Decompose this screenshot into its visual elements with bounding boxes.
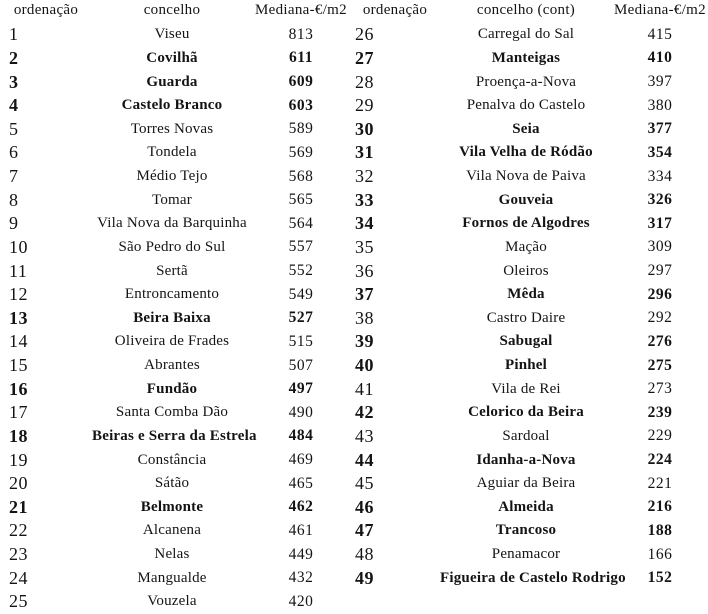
table-row <box>350 70 708 94</box>
median-cell: 515 <box>288 332 314 350</box>
rank-cell: 8 <box>9 189 19 210</box>
median-cell: 276 <box>647 332 673 350</box>
median-cell: 449 <box>288 545 314 563</box>
rank-cell: 3 <box>9 71 19 92</box>
municipality-cell: Penalva do Castelo <box>466 97 586 114</box>
table-row <box>0 118 350 142</box>
table-row <box>350 188 708 212</box>
rank-cell: 41 <box>355 378 374 399</box>
rank-cell: 39 <box>355 331 374 352</box>
municipality-cell: Tomar <box>152 191 192 208</box>
median-cell: 152 <box>647 569 673 587</box>
rank-cell: 29 <box>355 95 374 116</box>
rank-cell: 13 <box>9 307 28 328</box>
median-cell: 465 <box>288 474 314 492</box>
median-cell: 589 <box>288 120 314 138</box>
municipality-cell: Belmonte <box>140 498 204 515</box>
median-cell: 462 <box>288 498 314 516</box>
table-left <box>0 0 350 614</box>
median-cell: 603 <box>288 96 314 114</box>
median-cell: 273 <box>647 380 673 398</box>
table-row <box>0 212 350 236</box>
table-row <box>0 188 350 212</box>
rank-cell: 25 <box>9 591 28 612</box>
column-header-rank: ordenação <box>362 2 428 18</box>
table-row <box>350 566 708 590</box>
municipality-cell: Fornos de Algodres <box>462 215 590 232</box>
table-row <box>350 165 708 189</box>
table-row <box>0 496 350 520</box>
table-row <box>350 118 708 142</box>
municipality-cell: Fundão <box>146 380 198 397</box>
municipality-cell: Carregal do Sal <box>477 26 575 43</box>
median-cell: 354 <box>647 143 673 161</box>
median-cell: 166 <box>647 545 673 563</box>
median-cell: 549 <box>288 285 314 303</box>
table-row <box>0 543 350 567</box>
rank-cell: 43 <box>355 425 374 446</box>
municipality-cell: Beiras e Serra da Estrela <box>92 427 257 444</box>
rank-cell: 17 <box>9 402 28 423</box>
median-cell: 420 <box>288 592 314 610</box>
rank-cell: 38 <box>355 307 374 328</box>
median-cell: 432 <box>288 569 314 587</box>
rank-cell: 31 <box>355 142 374 163</box>
table-row <box>350 543 708 567</box>
table-row <box>0 377 350 401</box>
rank-cell: 34 <box>355 213 374 234</box>
rank-cell: 24 <box>9 567 28 588</box>
municipality-cell: Almeida <box>498 498 554 515</box>
table-row <box>0 94 350 118</box>
municipality-cell: Sátão <box>154 475 190 492</box>
table-row <box>350 283 708 307</box>
median-cell: 469 <box>288 451 314 469</box>
median-cell: 564 <box>288 214 314 232</box>
municipality-cell: Mação <box>505 238 547 255</box>
municipality-cell: Vila Velha de Ródão <box>459 144 593 161</box>
rank-cell: 46 <box>355 496 374 517</box>
municipality-cell: Gouveia <box>498 191 554 208</box>
median-cell: 568 <box>288 167 314 185</box>
municipality-cell: Celorico da Beira <box>468 404 584 421</box>
median-cell: 296 <box>647 285 673 303</box>
municipality-cell: Aguiar da Beira <box>476 475 576 492</box>
rank-cell: 14 <box>9 331 28 352</box>
rank-cell: 18 <box>9 425 28 446</box>
table-row <box>350 212 708 236</box>
rank-cell: 44 <box>355 449 374 470</box>
table-row <box>0 259 350 283</box>
municipality-cell: Tondela <box>147 144 197 161</box>
municipality-cell: Mêda <box>507 286 545 303</box>
table-left-header-row <box>0 0 350 23</box>
municipality-cell: Vila Nova da Barquinha <box>97 215 247 232</box>
median-cell: 565 <box>288 191 314 209</box>
municipality-cell: Proença-a-Nova <box>475 73 577 90</box>
table-row <box>0 448 350 472</box>
median-cell: 326 <box>647 191 673 209</box>
median-cell: 297 <box>647 262 673 280</box>
rank-cell: 15 <box>9 355 28 376</box>
median-cell: 216 <box>647 498 673 516</box>
median-cell: 410 <box>647 49 673 67</box>
table-row <box>350 94 708 118</box>
municipality-cell: Alcanena <box>142 522 202 539</box>
median-cell: 275 <box>647 356 673 374</box>
municipality-cell: Entroncamento <box>124 286 220 303</box>
table-row <box>0 236 350 260</box>
rank-cell: 21 <box>9 496 28 517</box>
municipality-cell: Covilhã <box>146 49 198 66</box>
table-row <box>350 307 708 331</box>
table-right-body <box>350 23 708 590</box>
median-cell: 484 <box>288 427 314 445</box>
municipality-cell: Castro Daire <box>486 309 566 326</box>
rank-cell: 27 <box>355 47 374 68</box>
municipality-cell: Beira Baixa <box>133 309 211 326</box>
table-row <box>0 141 350 165</box>
table-row <box>0 401 350 425</box>
municipality-cell: Vila de Rei <box>491 380 561 397</box>
table-row <box>0 590 350 614</box>
municipality-cell: Manteigas <box>491 49 561 66</box>
rank-cell: 36 <box>355 260 374 281</box>
municipality-cell: Santa Comba Dão <box>115 404 229 421</box>
table-right <box>350 0 708 614</box>
rank-cell: 6 <box>9 142 19 163</box>
table-row <box>350 472 708 496</box>
rank-cell: 47 <box>355 520 374 541</box>
rank-cell: 2 <box>9 47 19 68</box>
rank-cell: 33 <box>355 189 374 210</box>
table-row <box>350 354 708 378</box>
municipality-cell: Guarda <box>146 73 198 90</box>
median-cell: 507 <box>288 356 314 374</box>
table-row <box>350 259 708 283</box>
rank-cell: 5 <box>9 118 19 139</box>
table-row <box>350 425 708 449</box>
rank-cell: 48 <box>355 544 374 565</box>
table-row <box>0 283 350 307</box>
rank-cell: 7 <box>9 166 19 187</box>
table-row <box>350 448 708 472</box>
table-row <box>350 236 708 260</box>
municipality-cell: Constância <box>137 451 207 468</box>
rank-cell: 9 <box>9 213 19 234</box>
rank-cell: 10 <box>9 236 28 257</box>
municipality-cell: Médio Tejo <box>136 168 208 185</box>
table-row <box>0 519 350 543</box>
table-row <box>350 47 708 71</box>
municipality-cell: Figueira de Castelo Rodrigo <box>440 569 626 586</box>
median-cell: 229 <box>647 427 673 445</box>
table-row <box>350 141 708 165</box>
median-cell: 224 <box>647 451 673 469</box>
table-row <box>350 23 708 47</box>
municipality-cell: Vouzela <box>147 593 197 610</box>
table-row <box>0 307 350 331</box>
rank-cell: 40 <box>355 355 374 376</box>
table-row <box>0 330 350 354</box>
table-row <box>0 47 350 71</box>
rank-cell: 12 <box>9 284 28 305</box>
municipality-cell: Viseu <box>154 26 190 43</box>
median-cell: 609 <box>288 73 314 91</box>
table-row <box>350 377 708 401</box>
rank-cell: 26 <box>355 24 374 45</box>
rank-cell: 11 <box>9 260 28 281</box>
municipality-cell: Abrantes <box>144 357 200 374</box>
table-row <box>0 23 350 47</box>
rank-cell: 45 <box>355 473 374 494</box>
table-row <box>350 330 708 354</box>
median-cell: 221 <box>647 474 673 492</box>
median-cell: 611 <box>289 49 313 67</box>
column-header-municipality: concelho (cont) <box>476 2 576 18</box>
median-cell: 415 <box>647 25 673 43</box>
municipality-cell: Pinhel <box>504 357 548 374</box>
median-cell: 461 <box>288 521 314 539</box>
municipality-cell: Sardoal <box>502 427 550 444</box>
rank-cell: 35 <box>355 236 374 257</box>
municipality-cell: Vila Nova de Paiva <box>466 168 586 185</box>
median-cell: 569 <box>288 143 314 161</box>
median-cell: 292 <box>647 309 673 327</box>
municipality-cell: Sertã <box>156 262 188 279</box>
table-row <box>0 354 350 378</box>
table-row <box>0 425 350 449</box>
median-cell: 317 <box>647 214 673 232</box>
median-cell: 334 <box>647 167 673 185</box>
column-header-median: Mediana-€/m2 <box>255 2 347 18</box>
municipality-cell: Idanha-a-Nova <box>476 451 576 468</box>
rank-cell: 4 <box>9 95 19 116</box>
municipality-cell: Castelo Branco <box>121 97 223 114</box>
rank-cell: 28 <box>355 71 374 92</box>
municipality-cell: Seia <box>512 120 540 137</box>
median-cell: 497 <box>288 380 314 398</box>
median-cell: 490 <box>288 403 314 421</box>
table-row <box>0 566 350 590</box>
median-cell: 309 <box>647 238 673 256</box>
rank-cell: 22 <box>9 520 28 541</box>
table-row <box>0 165 350 189</box>
municipality-cell: Penamacor <box>491 546 561 563</box>
median-cell: 188 <box>647 521 673 539</box>
column-header-median: Mediana-€/m2 <box>614 2 706 18</box>
median-cell: 557 <box>288 238 314 256</box>
column-header-rank: ordenação <box>13 2 79 18</box>
rank-cell: 42 <box>355 402 374 423</box>
median-cell: 552 <box>288 262 314 280</box>
municipality-cell: Mangualde <box>137 569 207 586</box>
municipality-cell: Oliveira de Frades <box>114 333 230 350</box>
rank-cell: 19 <box>9 449 28 470</box>
rank-cell: 16 <box>9 378 28 399</box>
table-row <box>350 496 708 520</box>
rank-cell: 1 <box>9 24 19 45</box>
municipality-cell: Nelas <box>154 546 190 563</box>
median-cell: 527 <box>288 309 314 327</box>
table-row <box>0 70 350 94</box>
table-row <box>350 401 708 425</box>
median-cell: 397 <box>647 73 673 91</box>
median-cell: 239 <box>647 403 673 421</box>
municipality-cell: São Pedro do Sul <box>118 238 226 255</box>
municipality-cell: Sabugal <box>499 333 553 350</box>
municipality-cell: Oleiros <box>503 262 549 279</box>
municipality-cell: Torres Novas <box>130 120 214 137</box>
rank-cell: 30 <box>355 118 374 139</box>
table-left-body <box>0 23 350 614</box>
median-cell: 380 <box>647 96 673 114</box>
table-row <box>350 519 708 543</box>
table-right-header-row <box>350 0 708 23</box>
rank-cell: 23 <box>9 544 28 565</box>
rank-cell: 32 <box>355 166 374 187</box>
rank-cell: 49 <box>355 567 374 588</box>
table-row <box>0 472 350 496</box>
median-cell: 813 <box>288 25 314 43</box>
column-header-municipality: concelho <box>143 2 201 18</box>
rank-cell: 37 <box>355 284 374 305</box>
municipality-cell: Trancoso <box>495 522 557 539</box>
rank-cell: 20 <box>9 473 28 494</box>
median-cell: 377 <box>647 120 673 138</box>
